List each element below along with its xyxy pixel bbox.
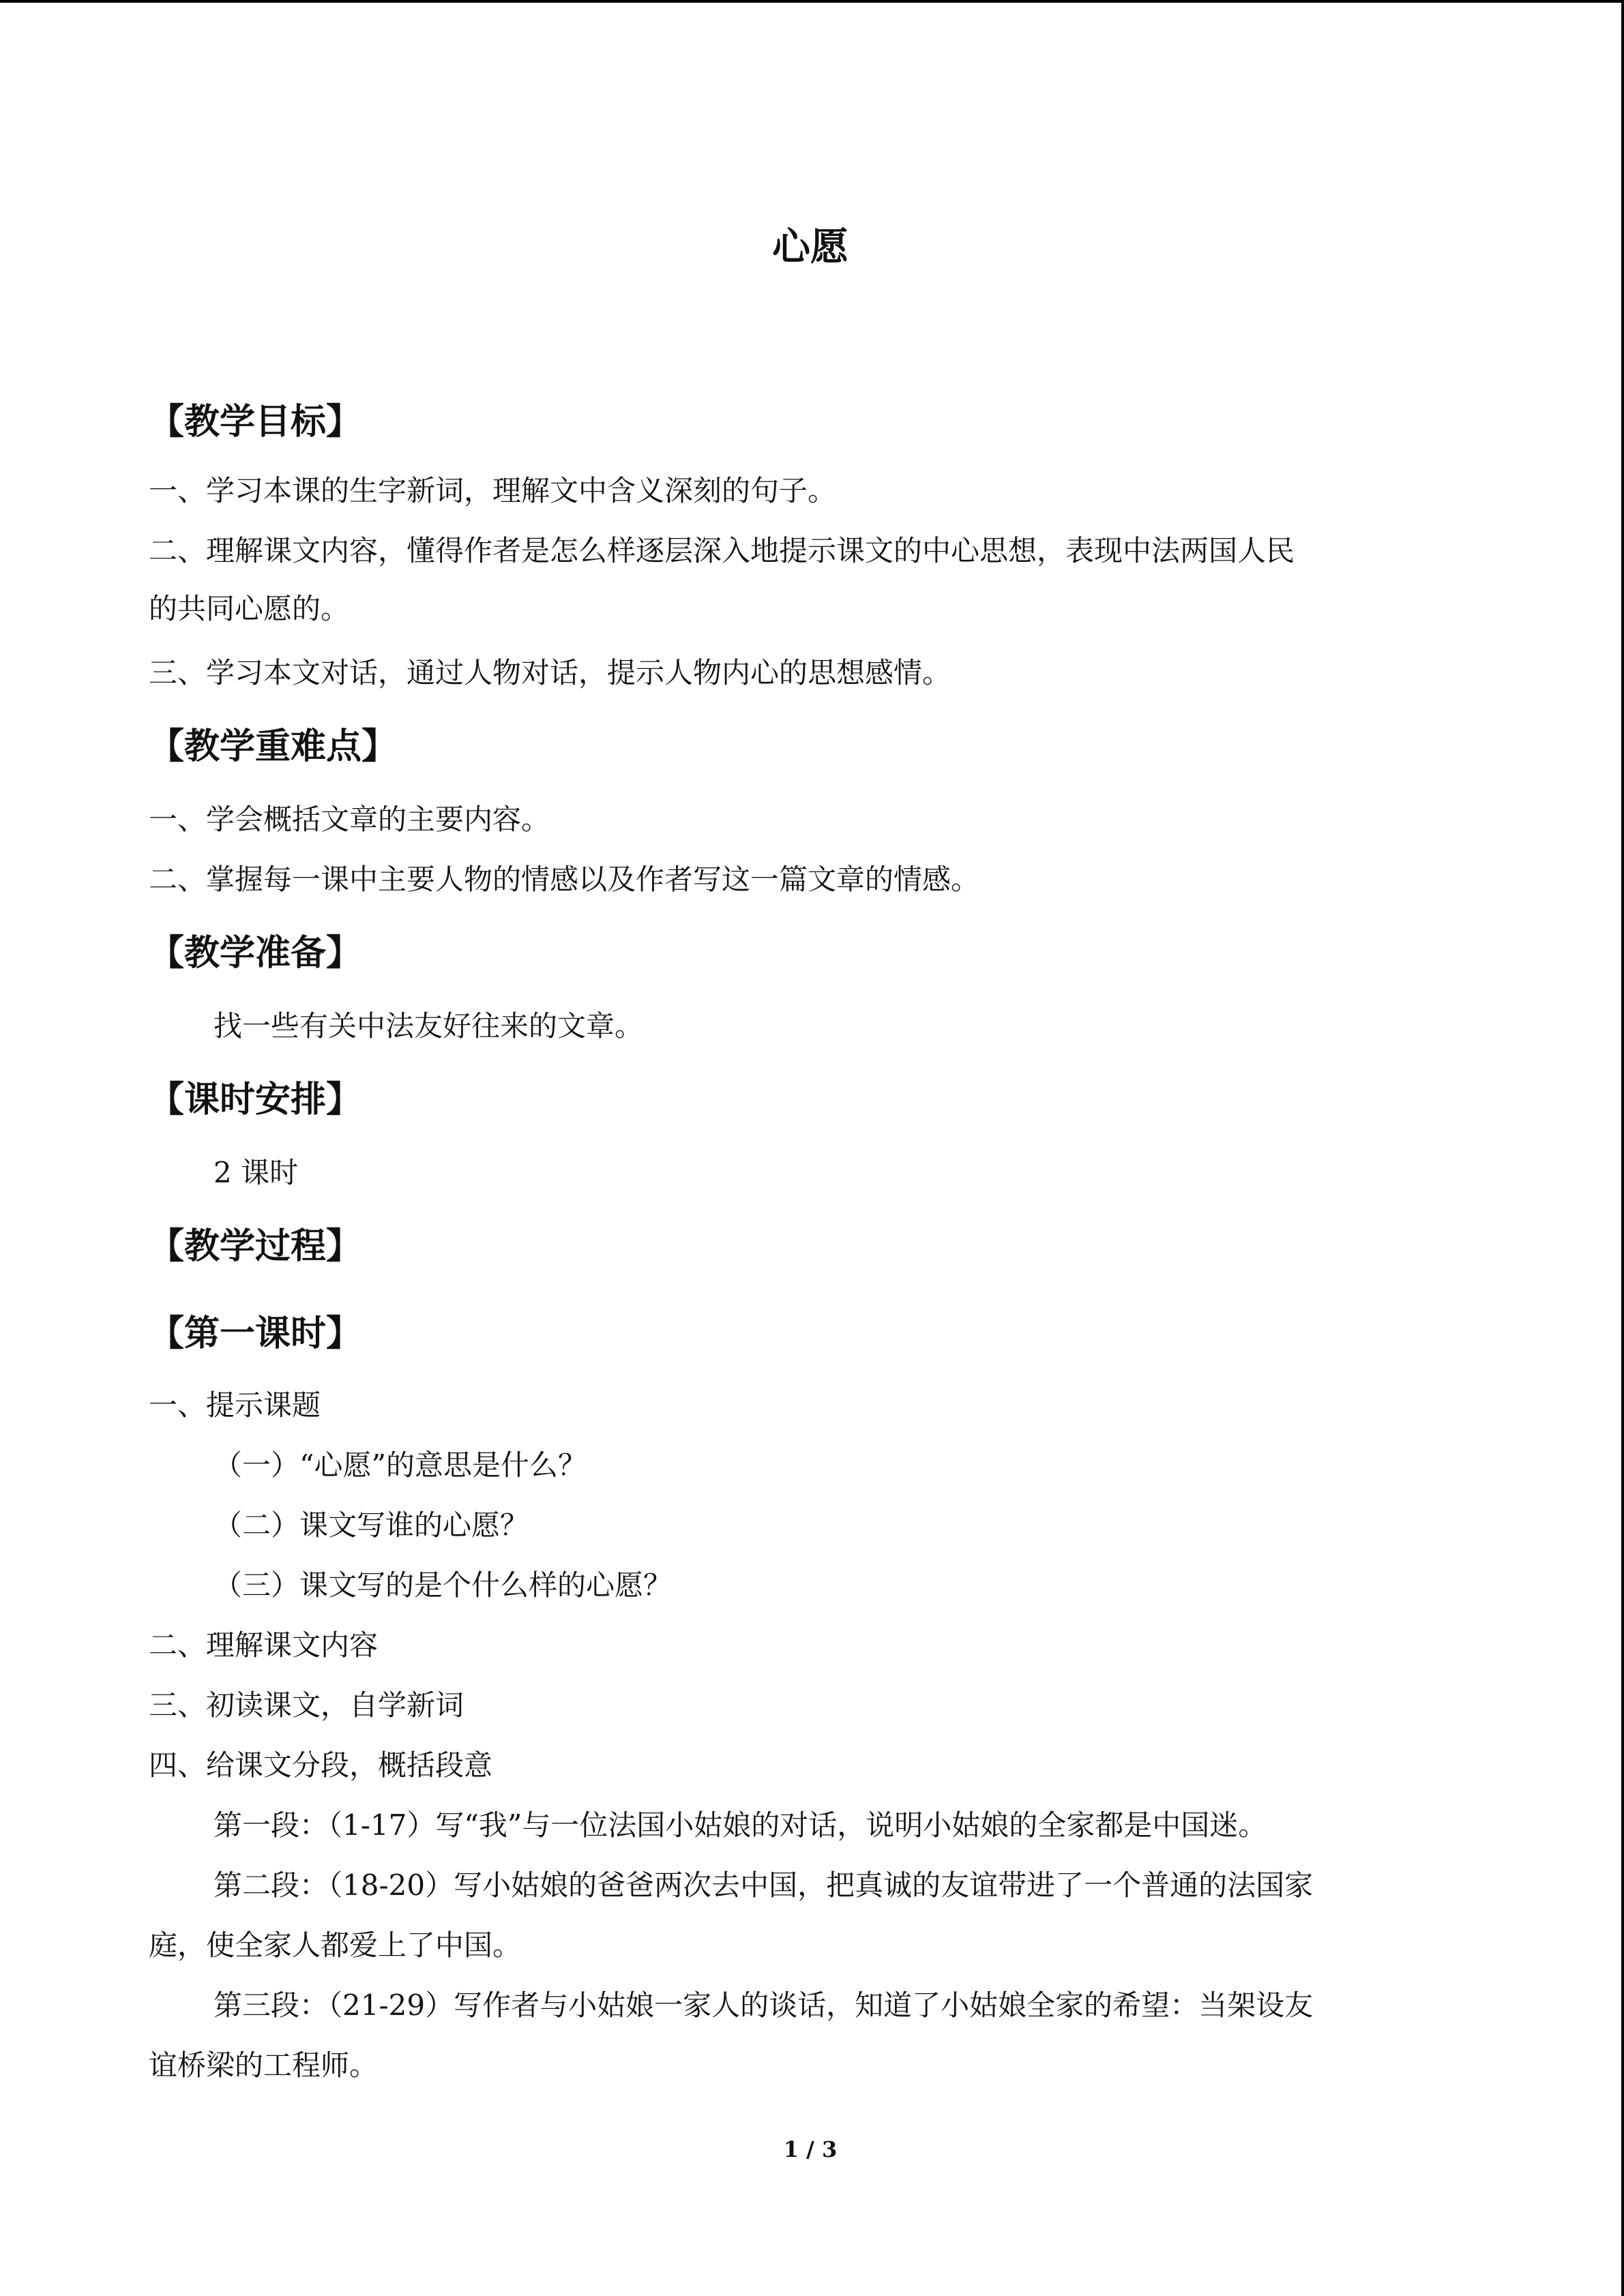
lesson1-line-4: （三）课文写的是个什么样的心愿？ [213, 1568, 673, 1602]
lesson1-line-5: 二、理解课文内容 [149, 1628, 379, 1662]
page-number: 1 / 3 [783, 2136, 838, 2162]
lesson1-line-8: 第一段：（1-17）写“我”与一位法国小姑娘的对话，说明小姑娘的全家都是中国迷。 [213, 1808, 1267, 1842]
lesson1-line-1: 一、提示课题 [149, 1388, 321, 1422]
objectives-line-4: 三、学习本文对话，通过人物对话，提示人物内心的思想感情。 [149, 656, 951, 689]
top-border [0, 0, 1624, 3]
lesson1-line-10: 庭，使全家人都爱上了中国。 [149, 1928, 522, 1962]
lesson1-line-2: （一）“心愿”的意思是什么？ [213, 1448, 587, 1482]
schedule-line-1: 2 课时 [213, 1156, 299, 1189]
key-points-line-2: 二、掌握每一课中主要人物的情感以及作者写这一篇文章的情感。 [149, 863, 980, 896]
lesson1-line-3: （二）课文写谁的心愿？ [213, 1508, 529, 1542]
lesson1-line-11: 第三段：（21-29）写作者与小姑娘一家人的谈话，知道了小姑娘全家的希望：当架设友 [213, 1988, 1314, 2022]
heading-process: 【教学过程】 [149, 1226, 362, 1267]
key-points-line-1: 一、学会概括文章的主要内容。 [149, 803, 550, 836]
document-title: 心愿 [772, 225, 848, 269]
lesson1-line-7: 四、给课文分段，概括段意 [149, 1748, 493, 1782]
preparation-line-1: 找一些有关中法友好往来的文章。 [213, 1009, 644, 1043]
heading-objectives: 【教学目标】 [149, 402, 362, 443]
objectives-line-2: 二、理解课文内容，懂得作者是怎么样逐层深入地提示课文的中心思想，表现中法两国人民 [149, 534, 1295, 567]
heading-schedule: 【课时安排】 [149, 1079, 362, 1120]
heading-lesson-1: 【第一课时】 [149, 1313, 362, 1354]
objectives-line-1: 一、学习本课的生字新词，理解文中含义深刻的句子。 [149, 474, 837, 507]
heading-preparation: 【教学准备】 [149, 933, 362, 974]
lesson1-line-6: 三、初读课文，自学新词 [149, 1688, 464, 1722]
heading-key-points: 【教学重难点】 [149, 726, 398, 767]
lesson1-line-12: 谊桥梁的工程师。 [149, 2048, 379, 2082]
right-border [1621, 0, 1624, 2296]
objectives-line-3: 的共同心愿的。 [149, 592, 350, 625]
lesson1-line-9: 第二段：（18-20）写小姑娘的爸爸两次去中国，把真诚的友谊带进了一个普通的法国家 [213, 1868, 1314, 1902]
